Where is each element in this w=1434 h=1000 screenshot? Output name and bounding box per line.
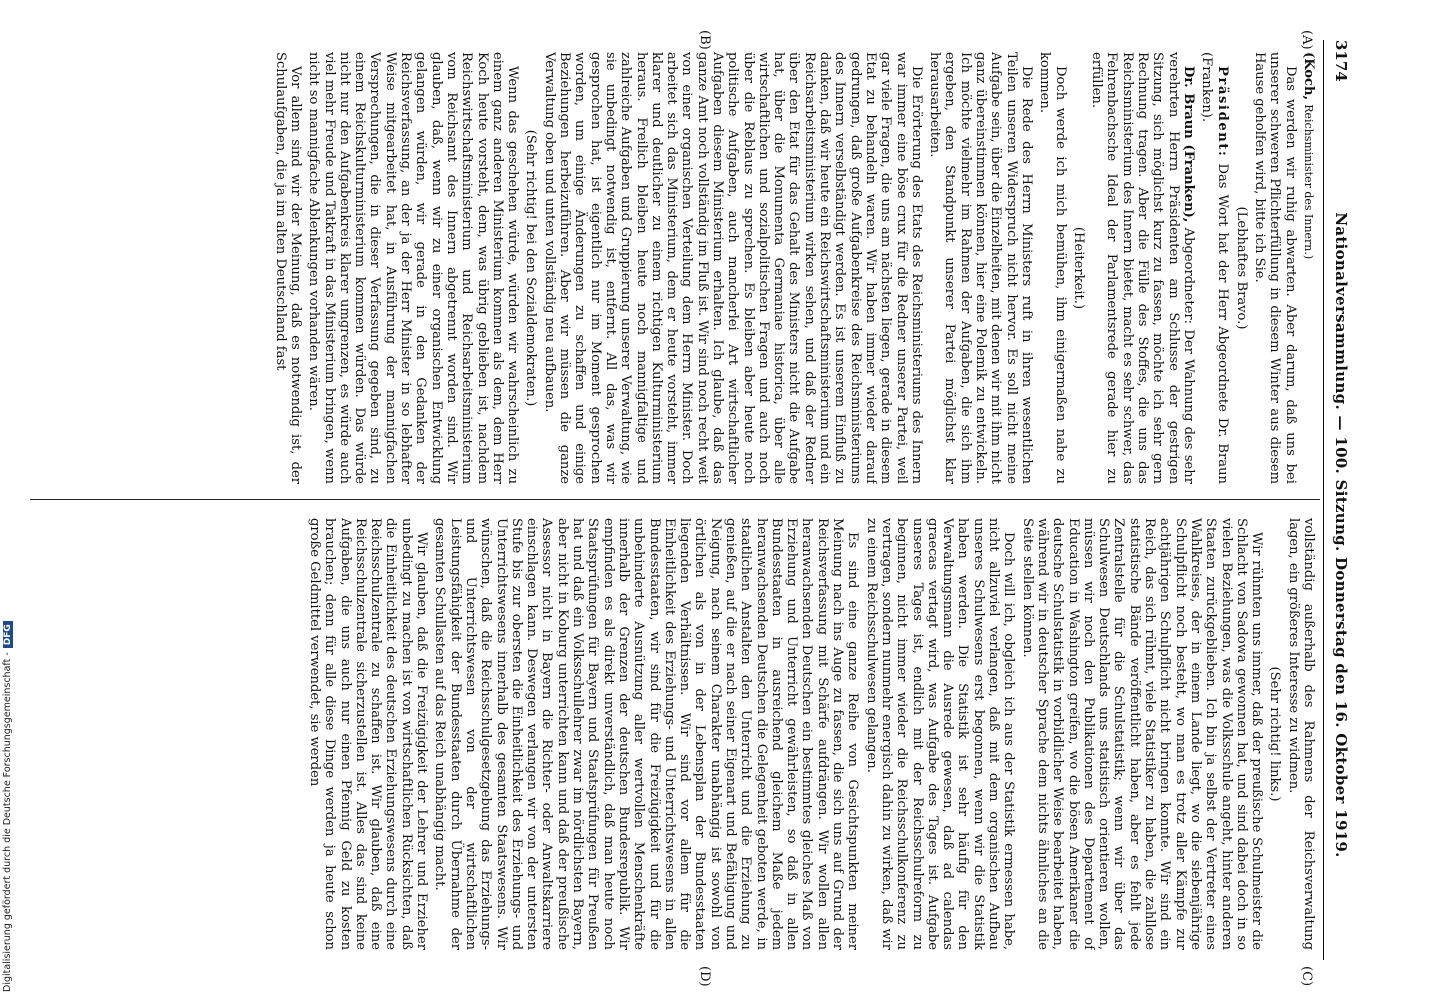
column-divider bbox=[30, 499, 1320, 500]
speaker-paragraph: Dr. Braun (Franken), Abgeordneter: Der Wahnung des sehr verehrten Herrn Präsidenten am Schlusse der gestrigen Sitzung, sich möglichst kurz zu fassen, möchte ich sehr gern Rechnung tragen. Aber die Fülle des Stoffes, die uns das Reichsministerium des Innern bietet, macht es sehr schwer, das Fehrenbachsche Ideal der Parlamentsrede gerade hier zu erfüllen. bbox=[1089, 52, 1196, 484]
paragraph bbox=[1301, 52, 1316, 484]
page-number: 3174 bbox=[1332, 40, 1350, 82]
speaker-label: Präsident: bbox=[1214, 66, 1230, 158]
margin-marker-d: (D) bbox=[697, 966, 712, 987]
credit-text: Digitalisierung gefördert durch die Deutsche Forschungsgemeinschaft - bbox=[2, 652, 13, 992]
running-header bbox=[1324, 40, 1350, 960]
paragraph: Wir glauben, daß die Freizügigkeit der Lehrer und Erzieher unbedingt zu machen ist von wirtschaftlichen Rücksichten, daß die Einheitlichkeit des deutschen Erziehungswesens durch eine Reichsschulzentrale zu schaffen ist. Wir glauben, daß eine Reichsschulzentrale sicherzustellen ist. Alles das sind keine Aufgaben, die uns auch nur einen Pfennig Geld zu kosten brauchen; denn für alle diese Dinge werden ja heute schon große Geldmittel verwendet, sie werden bbox=[307, 518, 430, 950]
paragraph: Vor allem sind wir der Meinung, daß es notwendig ist, der Schulaufgaben, die ja im alten Deutschland fast bbox=[272, 52, 303, 484]
header-rule bbox=[1323, 40, 1324, 960]
credit-line bbox=[2, 621, 13, 992]
paragraph: Die Erörterung des Etats des Reichsministeriums des Innern war immer eine böse crux für die Redner unserer Partei, weil gar viele Fragen, die uns am nächsten liegen, gerade in diesem Etat zu behandeln waren. Wir haben immer wieder darauf gedrungen, daß große Aufgabenkreise des Reichsministeriums des Innern verselbständigt werden. Es ist unserem Einfluß zu danken, daß wir heute ein Reichswirtschaftsministerium und ein Reichsarbeitsministerium wirken sehen, und daß der Redner über den Etat für das Gehalt des Ministers nicht die Aufgabe hat, über die Monumenta Germaniae historica, über alle wirtschaftlichen und sozialpolitischen Fragen und auch noch über die Reblaus zu sprechen. Es bleiben aber heute noch politische Aufgaben, auch mancherlei Art wirtschaftlicher Aufgaben diesem Ministerium erhalten. Ich glaube, daß das ganze Amt noch vollständig im Fluß ist. Wir sind noch recht weit von einer organischen Verteilung dem Herrn Minister. Doch arbeitet sich das Ministerium, dem er heute vorsteht, immer klarer und deutlicher zu einem richtigen Kulturministerium heraus. Freilich bleiben heute noch mannigfaltige und zahlreiche Aufgaben und Gruppierung unserer Verwaltung, wie sie unbedingt notwendig ist, entfernt. All das, was wir gesprochen hat, ist eigentlich nur im Moment gesprochen worden, um einige Änderungen zu schaffen und einige Beziehungen herbeizuführen. Aber wir müssen die ganze Verwaltung oben und unten vollständig neu aufbauen. bbox=[541, 52, 924, 484]
speaker-name: Dr. Braun (Franken), bbox=[1180, 66, 1196, 223]
margin-marker-c: (C) bbox=[1299, 966, 1314, 987]
paragraph: Das werden wir ruhig abwarten. Aber darum, daß uns bei unserer schweren Pflichterfüllung in diesem Winter aus diesem Hause geholfen wird, bitte ich Sie. bbox=[1252, 52, 1298, 484]
reaction-note: (Sehr richtig! links.) bbox=[1267, 666, 1283, 802]
paragraph: Es sind eine ganze Reihe von Gesichtspunkten meiner Meinung nach ins Auge zu fassen, die sich uns auf Grund der Reichsverfassung mit Schärfe aufdrängen. Wir wollen allen heranwachsenden Deutschen ein bestimmtes gleiches Maß von Erziehung und Unterricht gewährleisten, so daß in allen Bundesstaaten in ausreichend gleichem Maße jedem heranwachsenden Deutschen die Gelegenheit geboten werde, in staatlichen Anstalten den Unterricht und die Erziehung zu genießen, auf die er nach seiner Eigenart und Befähigung und Neigung, nach seinem Charakter unabhängig ist sowohl von örtlichen als von in der Lebensplan der Bundesstaaten liegenden Verhältnissen. Wir sind vor allem für die Einheitlichkeit des Erziehungs- und Unterrichtswesens in allen Bundesstaaten, wir sind für die Freizügigkeit und für die unbehinderte Ausnützung aller wertvollen Menschenkräfte innerhalb der Grenzen der deutschen Bundesrepublik. Wir empfinden es als direkt unverständlich, daß man heute noch Staatsprüfungen für Bayern und Staatsprüfungen für Preußen hat und daß ein Volksschullehrer zwar im nördlichsten Bayern, aber nicht in Koburg unterrichten kann und daß der preußische Assessor nicht in Bayern die Richter- oder Anwaltskarriere einschlagen kann. Deswegen verlangen wir von der untersten Stufe bis zur obersten die Einheitlichkeit des Erziehungs- und Unterrichtswesens innerhalb des gesamten Staatswesens. Wir wünschen, daß die Reichsschulgesetzgebung das Erziehungs- und Unterrichtswesen von der wirtschaftlichen Leistungsfähigkeit der Bundesstaaten durch Übernahme der gesamten Schullasten auf das Reich unabhängig macht. bbox=[432, 518, 861, 950]
paragraph: Wir rühmten uns immer, daß der preußische Schulmeister die Schlacht von Sadowa gewonnen hat, und sind dabei doch in so vielen Beziehungen, was die Volksschule angeht, hinter anderen Staaten zurückgeblieben. Ich bin ja selbst der Vertreter eines Wahlkreises, der in einem Lande liegt, wo die siebenjährige Schulpflicht noch besteht, wo man es trotz aller Kämpfe zur achtjährigen Schulpflicht nicht bringen konnte. Wir sind ein Reich, das sich rühmt, viele Statistiker zu haben, die zahllose statistische Bände veröffentlicht haben, aber es fehlt jede Zentralstelle für die Schulstatistik; wenn wir über das Schulwesen Deutschlands uns statistisch orientieren wollen, müssen wir noch den Publikationen des Departement of Education in Washington greifen, wo die bösen Amerikaner die deutsche Schulstatistik in vorbildlicher Weise bearbeitet haben, während wir in deutscher Sprache dem nichts ähnliches an die Seite stellen können. bbox=[1019, 518, 1265, 950]
dfg-logo-icon: DFG bbox=[3, 621, 13, 648]
paragraph: Die Rede des Herrn Ministers ruft in ihren wesentlichen Teilen unseren Widerspruch nicht hervor. Es soll nicht meine Aufgabe sein, über die Einzelheiten, mit denen wir mit ihm nicht ganz übereinstimmen können, hier eine Polemik zu entwickeln. Ich möchte vielmehr im Rahmen der Aufgaben, die sich ihm ergeben, den Standpunkt unserer Partei möglichst klar herausarbeiten. bbox=[927, 52, 1034, 484]
paragraph: Wenn das geschehen würde, würden wir wahrscheinlich zu einem ganz anderen Ministerium kommen als dem, dem Herr Koch heute vorsteht, dem, was übrig geblieben ist, nachdem Reichswirtschaftsministerium und Reichsarbeitsministerium vom Reichsamt des Innern abgetrennt worden sind. Wir glauben, daß, wenn wir zu einer organischen Entwicklung gelangen würden, wir gerade in den Gedanken der Reichsverfassung, an der ja der Herr Minister in so lebhafter Weise mitgearbeitet hat, in Ausführung der mannigfachen Versprechungen, die in dieser Verfassung gegeben sind, zu einem Reichskulturministerium kommen würden. Das würde nicht nur den Aufgabenkreis klarer umgrenzen, es würde auch viel mehr Freude und Tatkraft in das Ministerium bringen, wenn nicht so mannigfache Ablenkungen vorhanden wären. bbox=[306, 52, 521, 484]
running-title: Nationalversammlung. — 100. Sitzung. Donnerstag den 16. Oktober 1919. bbox=[1332, 212, 1350, 858]
paragraph: Doch will ich, obgleich ich aus der Statistik ermessen habe, nicht allzuviel verlangen, daß mit dem organischen Aufbau unseres Schulwesens erst begonnen, wenn wir die Statistik haben werden. Die Statistik ist sehr häufig für den Verwaltungsmann die Ausrede gewesen, daß ad calendas graecas vertagt wird, was Aufgabe des Tages ist. Aufgabe unseres Tages ist, endlich mit der Reichsschulreform zu beginnen, nicht immer wieder die Reichsschulkonferenz zu vertragen, sondern nunmehr energisch dahin zu wirken, daß wir zu einem Reichsschulwesen gelangen. bbox=[863, 518, 1017, 950]
paragraph: Doch werde ich mich bemühen, ihm einigermaßen nahe zu kommen. bbox=[1037, 52, 1068, 484]
margin-marker-b: (B) bbox=[697, 30, 712, 50]
president-paragraph: Präsident: Das Wort hat der Herr Abgeordnete Dr. Braun (Franken). bbox=[1199, 52, 1230, 484]
right-column bbox=[26, 518, 1316, 950]
margin-marker-a: (A) bbox=[1299, 30, 1314, 50]
reaction-note: (Lebhaftes Bravo.) bbox=[1233, 206, 1249, 330]
reaction-note: (Heiterkeit.) bbox=[1070, 226, 1086, 310]
left-column bbox=[26, 52, 1316, 484]
reaction-note: (Sehr richtig! bei den Sozialdemokraten.) bbox=[523, 129, 539, 407]
speaker-continuation: (Koch, Reichsminister des Innern.) bbox=[1301, 52, 1316, 260]
paragraph: vollständig außerhalb des Rahmens der Reichsverwaltung lagen, ein größeres Interesse zu widmen. bbox=[1285, 518, 1316, 950]
